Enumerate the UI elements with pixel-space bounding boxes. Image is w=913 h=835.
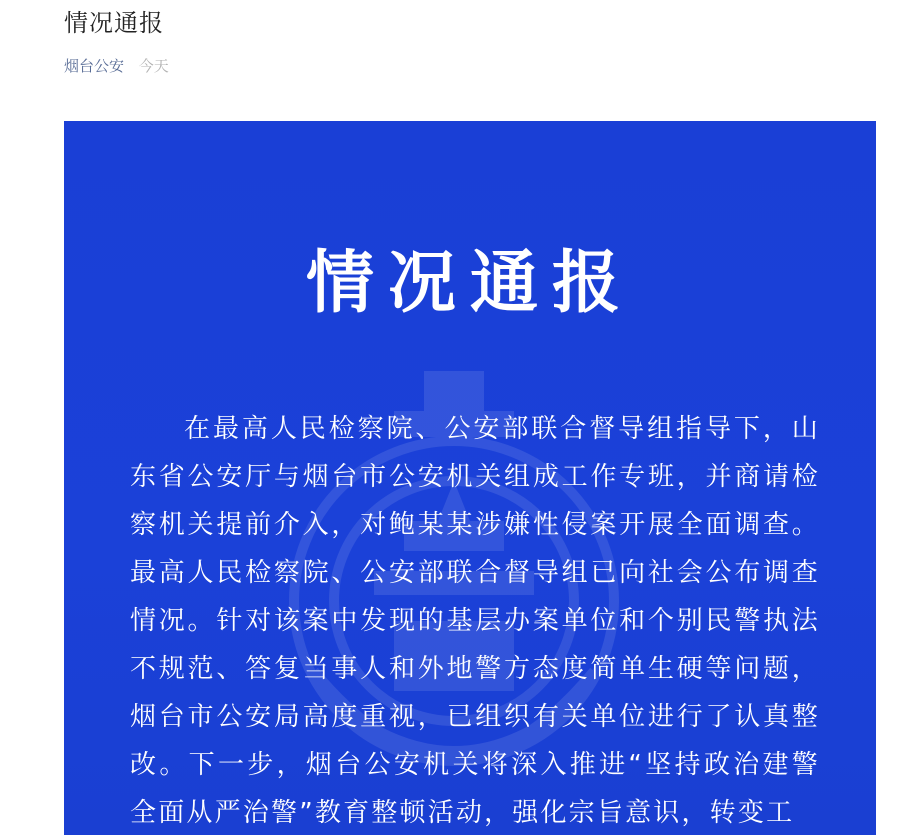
notice-body-text: 在最高人民检察院、公安部联合督导组指导下，山东省公安厅与烟台市公安机关组成工作专班，并商请检察机关提前介入，对鲍某某涉嫌性侵案开展全面调查。最高人民检察院、公安部联合督导组已向社会公布调查情况。针对该案中发现的基层办案单位和个别民警执法不规范、答复当事人和外地警方态度简单生硬等问题，烟台市公安局高度重视，已组织有关单位进行了认真整改。下一步，烟台公安机关将深入推进“坚持政治建警全面从严治警”教育整顿活动，强化宗旨意识，转变工	[130, 414, 820, 828]
article-title: 情况通报	[64, 9, 164, 37]
article-meta	[64, 54, 884, 78]
notice-heading: 情况通报	[305, 244, 634, 323]
publish-date: 今天	[138, 57, 169, 75]
author-link[interactable]: 烟台公安	[64, 57, 125, 75]
notice-image	[64, 121, 876, 835]
article-header	[64, 6, 884, 78]
